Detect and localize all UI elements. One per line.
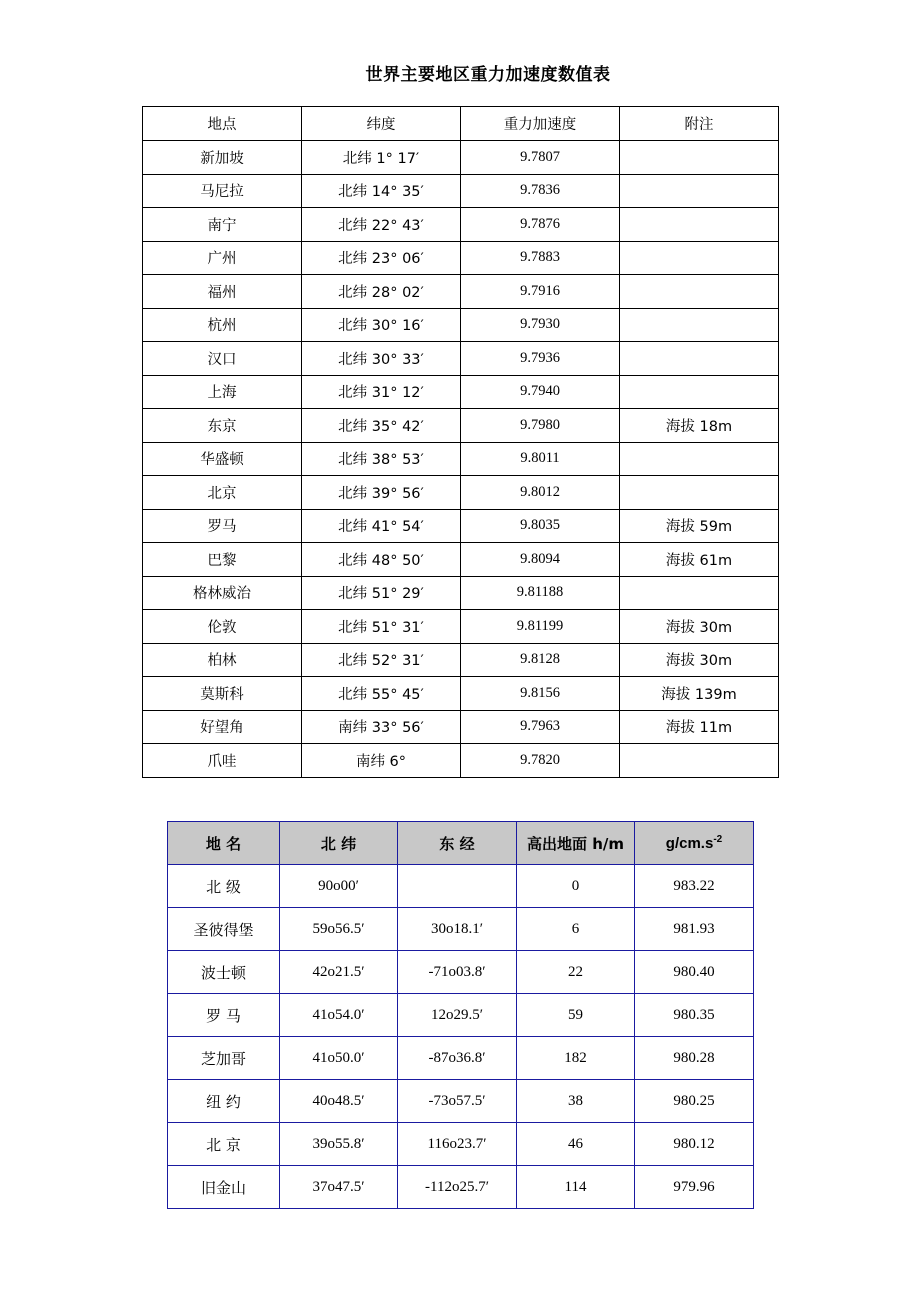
gravity-cell: 9.7936 xyxy=(461,342,620,376)
table-row xyxy=(143,610,779,644)
place-cell: 东京 xyxy=(143,409,302,443)
table-row xyxy=(143,174,779,208)
place-cell: 好望角 xyxy=(143,710,302,744)
east-longitude-cell: 30o18.1′ xyxy=(398,908,517,951)
table-row xyxy=(143,409,779,443)
gravity-cell: 9.7876 xyxy=(461,208,620,242)
latitude-cell: 北纬 31° 12′ xyxy=(302,375,461,409)
place-cell: 莫斯科 xyxy=(143,677,302,711)
table-row xyxy=(143,744,779,778)
table-row xyxy=(143,275,779,309)
gravity-cell: 9.7836 xyxy=(461,174,620,208)
place-name-cell: 波士顿 xyxy=(168,951,280,994)
gravity-cell: 9.8012 xyxy=(461,476,620,510)
gravity-value-cell: 979.96 xyxy=(635,1166,754,1209)
table-row xyxy=(168,1123,754,1166)
east-longitude-cell: -73o57.5′ xyxy=(398,1080,517,1123)
table2-header-cell: 地 名 xyxy=(168,822,280,865)
note-cell xyxy=(620,241,779,275)
note-cell xyxy=(620,476,779,510)
note-cell xyxy=(620,342,779,376)
gravity-value-cell: 980.40 xyxy=(635,951,754,994)
latitude-cell: 北纬 51° 31′ xyxy=(302,610,461,644)
table-row xyxy=(168,1080,754,1123)
note-cell xyxy=(620,141,779,175)
table2-header-row xyxy=(168,822,754,865)
place-name-cell: 芝加哥 xyxy=(168,1037,280,1080)
gravity-cell: 9.8011 xyxy=(461,442,620,476)
note-cell: 海拔 30m xyxy=(620,643,779,677)
north-latitude-cell: 41o54.0′ xyxy=(280,994,398,1037)
table-row xyxy=(168,908,754,951)
place-cell: 福州 xyxy=(143,275,302,309)
latitude-cell: 北纬 23° 06′ xyxy=(302,241,461,275)
place-cell: 伦敦 xyxy=(143,610,302,644)
page-title: 世界主要地区重力加速度数值表 xyxy=(365,65,611,85)
table-row xyxy=(143,643,779,677)
gravity-cell: 9.7820 xyxy=(461,744,620,778)
gravity-cell: 9.7963 xyxy=(461,710,620,744)
table2-header-cell: 东 经 xyxy=(398,822,517,865)
gravity-cell: 9.7883 xyxy=(461,241,620,275)
north-latitude-cell: 90o00′ xyxy=(280,865,398,908)
gravity-cell: 9.7940 xyxy=(461,375,620,409)
table-row xyxy=(168,865,754,908)
latitude-cell: 北纬 28° 02′ xyxy=(302,275,461,309)
table-row xyxy=(143,342,779,376)
gravity-value-cell: 981.93 xyxy=(635,908,754,951)
note-cell xyxy=(620,275,779,309)
east-longitude-cell: -87o36.8′ xyxy=(398,1037,517,1080)
height-cell: 114 xyxy=(517,1166,635,1209)
table1-header-cell: 地点 xyxy=(143,107,302,141)
east-longitude-cell xyxy=(398,865,517,908)
east-longitude-cell: 12o29.5′ xyxy=(398,994,517,1037)
east-longitude-cell: 116o23.7′ xyxy=(398,1123,517,1166)
place-name-cell: 纽 约 xyxy=(168,1080,280,1123)
height-cell: 22 xyxy=(517,951,635,994)
table-row xyxy=(143,308,779,342)
gravity-cell: 9.8128 xyxy=(461,643,620,677)
gravity-cell: 9.7807 xyxy=(461,141,620,175)
table-row xyxy=(168,1166,754,1209)
gravity-cell: 9.7930 xyxy=(461,308,620,342)
gravity-cell: 9.8035 xyxy=(461,509,620,543)
latitude-cell: 北纬 1° 17′ xyxy=(302,141,461,175)
place-cell: 广州 xyxy=(143,241,302,275)
table-row xyxy=(143,543,779,577)
place-name-cell: 罗 马 xyxy=(168,994,280,1037)
table-row xyxy=(143,375,779,409)
north-latitude-cell: 37o47.5′ xyxy=(280,1166,398,1209)
table1-header-row xyxy=(143,107,779,141)
place-cell: 马尼拉 xyxy=(143,174,302,208)
table-row xyxy=(143,576,779,610)
east-longitude-cell: -112o25.7′ xyxy=(398,1166,517,1209)
table-row xyxy=(143,509,779,543)
gravity-value-cell: 983.22 xyxy=(635,865,754,908)
note-cell: 海拔 18m xyxy=(620,409,779,443)
table-row xyxy=(143,208,779,242)
place-name-cell: 圣彼得堡 xyxy=(168,908,280,951)
latitude-cell: 北纬 39° 56′ xyxy=(302,476,461,510)
unit-exponent: -2 xyxy=(713,834,723,845)
place-cell: 新加坡 xyxy=(143,141,302,175)
north-latitude-cell: 39o55.8′ xyxy=(280,1123,398,1166)
latitude-cell: 北纬 41° 54′ xyxy=(302,509,461,543)
place-cell: 北京 xyxy=(143,476,302,510)
place-name-cell: 北 级 xyxy=(168,865,280,908)
gravity-value-cell: 980.35 xyxy=(635,994,754,1037)
gravity-value-cell: 980.12 xyxy=(635,1123,754,1166)
note-cell: 海拔 139m xyxy=(620,677,779,711)
table2-header-cell xyxy=(635,822,754,865)
table1-header-cell: 附注 xyxy=(620,107,779,141)
latitude-cell: 北纬 51° 29′ xyxy=(302,576,461,610)
table-row xyxy=(168,951,754,994)
note-cell xyxy=(620,308,779,342)
latitude-cell: 北纬 30° 33′ xyxy=(302,342,461,376)
place-name-cell: 旧金山 xyxy=(168,1166,280,1209)
table1-header-cell: 纬度 xyxy=(302,107,461,141)
gravity-table-1 xyxy=(142,106,779,778)
table-row xyxy=(168,994,754,1037)
note-cell: 海拔 11m xyxy=(620,710,779,744)
north-latitude-cell: 41o50.0′ xyxy=(280,1037,398,1080)
latitude-cell: 北纬 52° 31′ xyxy=(302,643,461,677)
gravity-cell: 9.8094 xyxy=(461,543,620,577)
height-cell: 182 xyxy=(517,1037,635,1080)
gravity-cell: 9.7980 xyxy=(461,409,620,443)
note-cell xyxy=(620,174,779,208)
table1-header-cell: 重力加速度 xyxy=(461,107,620,141)
note-cell xyxy=(620,576,779,610)
place-cell: 格林威治 xyxy=(143,576,302,610)
place-cell: 柏林 xyxy=(143,643,302,677)
east-longitude-cell: -71o03.8′ xyxy=(398,951,517,994)
latitude-cell: 北纬 14° 35′ xyxy=(302,174,461,208)
latitude-cell: 南纬 6° xyxy=(302,744,461,778)
unit-label: g/cm.s xyxy=(665,835,714,852)
place-cell: 巴黎 xyxy=(143,543,302,577)
place-cell: 爪哇 xyxy=(143,744,302,778)
table-row xyxy=(143,241,779,275)
latitude-cell: 北纬 35° 42′ xyxy=(302,409,461,443)
place-name-cell: 北 京 xyxy=(168,1123,280,1166)
table-row xyxy=(143,442,779,476)
table2-header-cell: 高出地面 h/m xyxy=(517,822,635,865)
note-cell: 海拔 59m xyxy=(620,509,779,543)
gravity-cell: 9.8156 xyxy=(461,677,620,711)
place-cell: 南宁 xyxy=(143,208,302,242)
place-cell: 汉口 xyxy=(143,342,302,376)
place-cell: 华盛顿 xyxy=(143,442,302,476)
latitude-cell: 北纬 38° 53′ xyxy=(302,442,461,476)
table-row xyxy=(143,710,779,744)
height-cell: 0 xyxy=(517,865,635,908)
note-cell xyxy=(620,375,779,409)
place-cell: 上海 xyxy=(143,375,302,409)
table2-header-cell: 北 纬 xyxy=(280,822,398,865)
height-cell: 6 xyxy=(517,908,635,951)
note-cell xyxy=(620,442,779,476)
note-cell xyxy=(620,744,779,778)
table-row xyxy=(168,1037,754,1080)
place-cell: 罗马 xyxy=(143,509,302,543)
north-latitude-cell: 42o21.5′ xyxy=(280,951,398,994)
latitude-cell: 北纬 48° 50′ xyxy=(302,543,461,577)
note-cell: 海拔 30m xyxy=(620,610,779,644)
gravity-cell: 9.7916 xyxy=(461,275,620,309)
gravity-value-cell: 980.25 xyxy=(635,1080,754,1123)
north-latitude-cell: 40o48.5′ xyxy=(280,1080,398,1123)
gravity-value-cell: 980.28 xyxy=(635,1037,754,1080)
note-cell xyxy=(620,208,779,242)
latitude-cell: 北纬 22° 43′ xyxy=(302,208,461,242)
place-cell: 杭州 xyxy=(143,308,302,342)
table-row xyxy=(143,141,779,175)
height-cell: 38 xyxy=(517,1080,635,1123)
north-latitude-cell: 59o56.5′ xyxy=(280,908,398,951)
table-row xyxy=(143,677,779,711)
gravity-table-2 xyxy=(167,821,754,1209)
latitude-cell: 南纬 33° 56′ xyxy=(302,710,461,744)
latitude-cell: 北纬 30° 16′ xyxy=(302,308,461,342)
table-row xyxy=(143,476,779,510)
height-cell: 46 xyxy=(517,1123,635,1166)
note-cell: 海拔 61m xyxy=(620,543,779,577)
gravity-cell: 9.81199 xyxy=(461,610,620,644)
latitude-cell: 北纬 55° 45′ xyxy=(302,677,461,711)
gravity-cell: 9.81188 xyxy=(461,576,620,610)
height-cell: 59 xyxy=(517,994,635,1037)
